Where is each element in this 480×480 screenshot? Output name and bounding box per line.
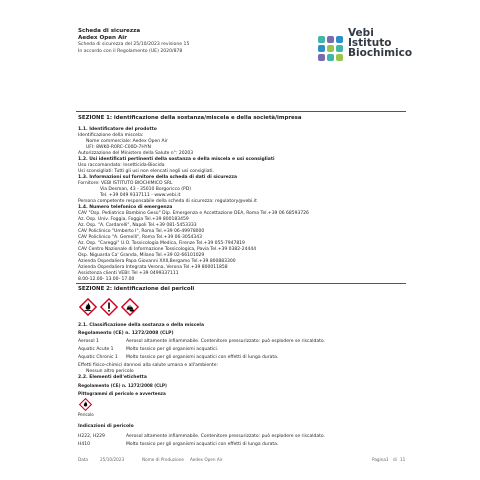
section-divider: [76, 283, 406, 284]
s13-supplier: Fornitore: VEBI ISTITUTO BIOCHIMICO SRL: [78, 181, 173, 186]
hazard-text: Molto tossico per gli organismi acquatici con effetti di lunga durata.: [126, 442, 279, 447]
footer-date-label: Data: [78, 457, 88, 462]
section2-title: SEZIONE 2: identificazione dei pericoli: [78, 286, 195, 292]
flame-pictogram-icon: [79, 298, 97, 316]
s21-title: 2.1. Classificazione della sostanza o della miscela: [78, 323, 204, 328]
hazard-code: H222, H229: [78, 434, 105, 439]
s12-title: 1.2. Usi identificati pertinenti della sostanza o della miscela e usi sconsigliati: [78, 157, 275, 162]
s11-title: 1.1. Identificatore del prodotto: [78, 127, 157, 132]
footer-product: Aedex Open Air: [190, 457, 223, 462]
s14-title: 1.4. Numero telefonico di emergenza: [78, 205, 173, 210]
logo-text: [348, 28, 412, 58]
s11-id: Identificazione della miscela:: [78, 133, 144, 138]
s13-title: 1.3. Informazioni sul fornitore della scheda di dati di sicurezza: [78, 175, 237, 180]
section1-title: SEZIONE 1: identificazione della sostanza/miscela e della società/impresa: [78, 115, 302, 121]
hazard-code: H410: [78, 442, 90, 447]
logo-line3: Biochimico: [348, 47, 413, 59]
emergency-line: Azienda Ospedaliera Papa Giovanni XXII,Bergamo Tel.+39 800883300: [78, 259, 236, 264]
footer-product-label: Nome di Produzione: [142, 457, 184, 462]
emergency-line: CAV Policlinico "Umberto I", Roma Tel.+39 06-49978000: [78, 229, 205, 234]
emergency-line: Az. Osp. "Careggi" U.O. Tossicologia Medica, Firenze Tel.+39 055-7947819: [78, 241, 245, 246]
product-name: Aedex Open Air: [78, 35, 127, 41]
s11-ufi: UFI: 8WK0-R0RC-C00D-7HYN: [86, 145, 151, 150]
s12-use: Uso raccomandato: Insetticida-Biocida: [78, 163, 165, 168]
footer-page-label: Pagina: [372, 457, 386, 462]
s21-regulation: Regolamento (CE) n. 1272/2008 (CLP): [78, 331, 174, 336]
flame-pictogram-small-icon: [79, 398, 92, 411]
section-divider: [76, 111, 406, 112]
effects-value: Nessun altro pericolo: [86, 369, 134, 374]
effects-label: Effetti fisico-chimici dannosi alla salute umana e all'ambiente:: [78, 363, 219, 368]
regulation-info: In accordo con il Regolamento (UE) 2020/878: [78, 48, 183, 54]
hazard-class: Aquatic Chronic 1: [78, 355, 118, 360]
footer-page: 1: [386, 457, 389, 462]
footer-of: di: [393, 457, 397, 462]
signal-word: Pericolo: [78, 412, 94, 417]
s22-regulation: Regolamento (CE) n. 1272/2008 (CLP): [78, 383, 167, 388]
s13-responsible: Persona competente responsabile della scheda di sicurezza: regulatory@vebi.it: [78, 199, 257, 204]
emergency-line: Azienda Ospedaliera Integrata Verona, Verona Tel.+39 800011858: [78, 265, 228, 270]
emergency-line: Assistenza clienti VEBI: Tel +39 0499337111: [78, 271, 179, 276]
emergency-line: CAV "Osp. Pediatrico Bambino Gesù" Dip. Emergenza e Accettazione DEA, Roma Tel.+39 06 68593726: [78, 211, 309, 216]
s11-auth: Autorizzazione del Ministero della Salute n°: 20203: [78, 151, 194, 156]
footer-date: 25/10/2023: [100, 457, 125, 462]
logo-line1: Vebi: [348, 27, 374, 39]
hazard-statements-title: Indicazioni di pericolo: [78, 424, 134, 429]
environment-pictogram-icon: [121, 298, 139, 316]
emergency-line: CAV Policlinico "A. Gemelli", Roma Tel.+39 06-3054343: [78, 235, 203, 240]
emergency-line: Osp. Niguarda Ca' Granda, Milano Tel.+39 02-66101029: [78, 253, 205, 258]
s12-not: Usi sconsigliati: Tutti gli usi non elencati negli usi consigliati.: [78, 169, 214, 174]
footer-total: 11: [400, 457, 406, 462]
document-header: [78, 28, 308, 55]
hazard-text: Molto tossico per gli organismi acquatici con effetti di lunga durata.: [126, 355, 279, 360]
hazard-text: Molto tossico per gli organismi acquatici.: [126, 347, 219, 352]
revision-info: Scheda di sicurezza del 25/10/2023 revisione 15: [78, 42, 190, 47]
hazard-class: Aquatic Acute 1: [78, 347, 114, 352]
s22-title: 2.2. Elementi dell'etichetta: [78, 375, 147, 380]
s13-address: Via Desman, 43 - 35010 Borgoricco (PD): [100, 187, 191, 192]
logo-line2: Istituto: [348, 37, 392, 49]
doc-title: Scheda di sicurezza: [78, 28, 141, 34]
hazard-text: Aerosol altamente infiammabile. Contenitore pressurizzato: può esplodere se riscaldato.: [126, 434, 325, 439]
s11-name: Nome commerciale: Aedex Open Air: [86, 139, 168, 144]
exclamation-pictogram-icon: [100, 298, 118, 316]
pictogram-title: Pittogrammi di pericolo e avvertenza: [78, 391, 166, 396]
emergency-line: Az. Osp. "A. Cardarelli", Napoli Tel.+39 081-5453333: [78, 223, 197, 228]
emergency-line: Az. Osp. Univ. Foggia, Foggia Tel.+39 800183459: [78, 217, 189, 222]
s13-tel: Tel. +39 049 9337111 - www.vebi.it: [100, 193, 181, 198]
hazard-class: Aerosol 1: [78, 339, 99, 344]
emergency-line: 8.00-12.00- 13.00- 17.00: [78, 277, 135, 282]
hazard-text: Aerosol altamente infiammabile. Contenitore pressurizzato: può esplodere se riscaldato.: [126, 339, 325, 344]
emergency-line: CAV Centro Nazionale di Informazione Tossicologica, Pavia Tel.+39 0382-24444: [78, 247, 257, 252]
